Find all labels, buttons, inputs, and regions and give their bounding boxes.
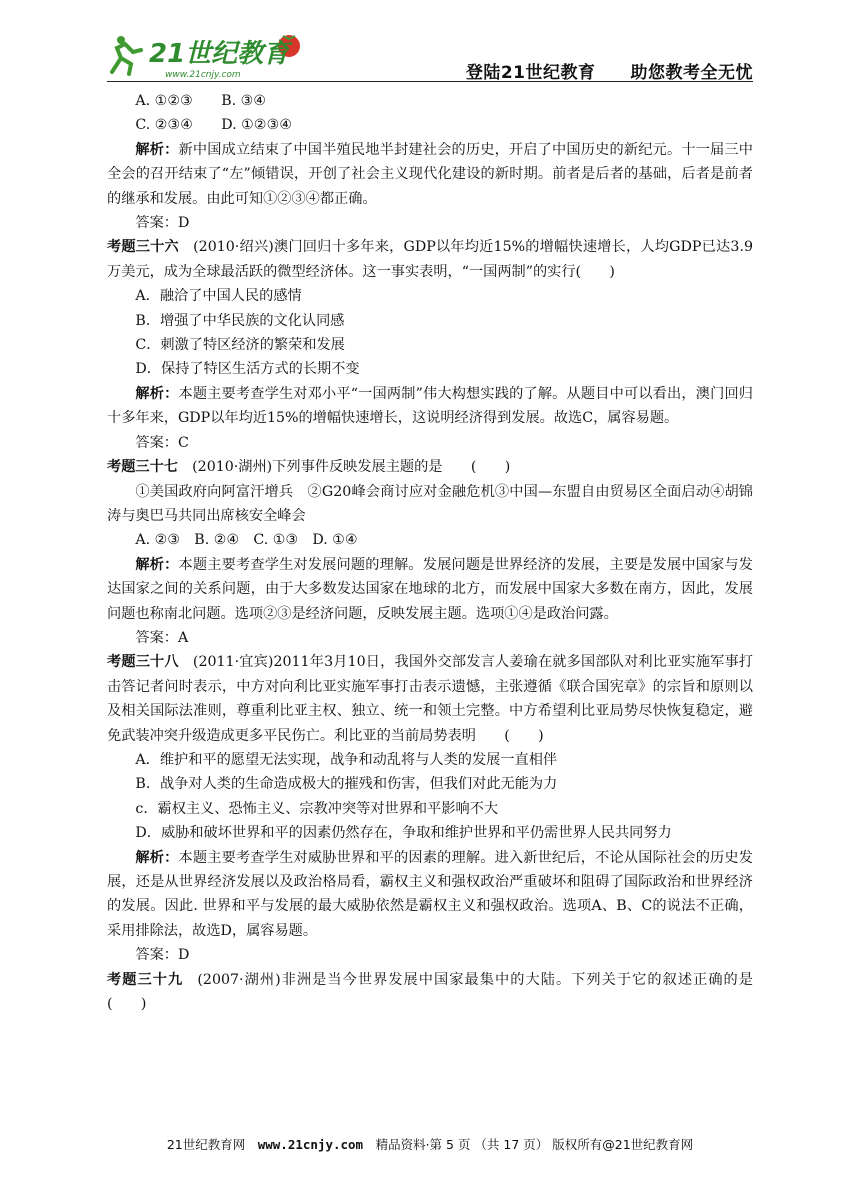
option-line: B．战争对人类的生命造成极大的摧残和伤害，但我们对此无能为力 (135, 776, 558, 793)
option-a: A. ①②③ (135, 93, 193, 109)
analysis-text: 本题主要考查学生对威胁世界和平的因素的理解。进入新世纪后，不论从国际社会的历史发展，还是从世界经济发展以及政治格局看，霸权主义和强权政治严重破坏和阻碍了国际政治和世界经济的发展。因此. 世界和平与发展的最大威胁依然是霸权主义和强权政治。选项A、B、C的说法不正确，采用排除法，故选D，属容易题。 (107, 849, 753, 939)
site-logo (107, 30, 307, 80)
header-slogan: 登陆21世纪教育 助您教考全无忧 (465, 63, 753, 83)
question-label: 考题三十九 (107, 971, 184, 988)
question-label: 考题三十七 (107, 459, 178, 476)
question-text: (2007·湖州)非洲是当今世界发展中国家最集中的大陆。下列关于它的叙述正确的是 ( ) (107, 971, 782, 1013)
page-header (107, 30, 753, 84)
option-line: D．威胁和破坏世界和平的因素仍然存在，争取和维护世界和平仍需世界人民共同努力 (135, 825, 672, 842)
question-stem (107, 968, 782, 1017)
answer-line: 答案：D (135, 947, 190, 964)
analysis-label: 解析： (135, 385, 179, 402)
question-label: 考题三十八 (107, 654, 179, 671)
analysis-text: 本题主要考查学生对发展问题的理解。发展问题是世界经济的发展，主要是发展中国家与发达国家之间的关系问题，由于大多数发达国家在地球的北方，而发展中国家大多数在南方，因此，发展问题也称南北问题。选项②③是经济问题，反映发展主题。选项①④是政治问露。 (107, 556, 753, 622)
option-line: A．维护和平的愿望无法实现，战争和动乱将与人类的发展一直相伴 (135, 751, 558, 768)
option-line: A．融洽了中国人民的感情 (135, 288, 302, 305)
answer-line: 答案：C (135, 434, 189, 451)
option-d: D. ①④ (312, 532, 358, 549)
footer-url-link[interactable]: www.21cnjy.com (257, 1137, 364, 1152)
question-text: (2011·宜宾)2011年3月10日，我国外交部发言人姜瑜在就多国部队对利比亚实施军事打击答记者问时表示，中方对向利比亚实施军事打击表示遗憾，主张遵循《联合国宪章》的宗旨和原则以及相关国际法准则，尊重利比亚主权、独立、统一和领土完整。中方希望利比亚局势尽快恢复稳定，避免武装冲突升级造成更多平民伤亡。利比亚的当前局势表明 ( ) (107, 654, 753, 744)
analysis-paragraph (107, 553, 753, 626)
option-line: c．霸权主义、恐怖主义、宗教冲突等对世界和平影响不大 (135, 800, 499, 817)
option-b: B. ②④ (194, 532, 240, 549)
footer-page-info: 精品资料·第 5 页 （共 17 页） 版权所有@21世纪教育网 (375, 1137, 694, 1152)
page-content (107, 89, 782, 1016)
option-line: C．刺激了特区经济的繁荣和发展 (135, 337, 345, 354)
footer-site: 21世纪教育网 (166, 1137, 246, 1152)
header-divider (107, 81, 753, 82)
analysis-text: 新中国成立结束了中国半殖民地半封建社会的历史，开启了中国历史的新纪元。十一届三中全会的召开结束了“左”倾错误，开创了社会主义现代化建设的新时期。前者是后者的基础，后者是前者的继承和发展。由此可知①②③④都正确。 (107, 141, 753, 207)
option-b: B. ③④ (221, 93, 267, 109)
event-list: ①美国政府向阿富汗增兵 ②G20峰会商讨应对金融危机③中国—东盟自由贸易区全面启动④胡锦涛与奥巴马共同出席核安全峰会 (107, 483, 753, 524)
logo-text: 21世纪教育 (149, 39, 290, 69)
option-a: A. ②③ (135, 532, 181, 549)
logo-url: www.21cnjy.com (165, 70, 241, 80)
question-stem (107, 650, 753, 748)
running-figure-icon (112, 36, 141, 74)
option-c: C. ②③④ (135, 117, 193, 134)
analysis-label: 解析： (135, 141, 179, 158)
analysis-paragraph (107, 846, 753, 944)
question-stem (107, 235, 753, 284)
option-d: D. ①②③④ (221, 117, 293, 134)
option-line: B．增强了中华民族的文化认同感 (135, 312, 345, 329)
question-label: 考题三十六 (107, 239, 179, 256)
analysis-paragraph (107, 138, 753, 211)
analysis-label: 解析： (135, 849, 179, 866)
answer-line: 答案：D (135, 215, 190, 232)
page-footer (107, 1135, 753, 1153)
analysis-paragraph (107, 382, 753, 431)
analysis-label: 解析： (135, 556, 179, 573)
answer-line: 答案：A (135, 629, 189, 646)
option-line: D．保持了特区生活方式的长期不变 (135, 361, 360, 378)
question-stem (107, 455, 753, 479)
question-text: (2010·绍兴)澳门回归十多年来，GDP以年均近15%的增幅快速增长，人均GDP已达3.9万美元，成为全球最活跃的微型经济体。这一事实表明，“一国两制”的实行( ) (107, 239, 753, 280)
analysis-text: 本题主要考查学生对邓小平“一国两制”伟大构想实践的了解。从题目中可以看出，澳门回归十多年来，GDP以年均近15%的增幅快速增长，这说明经济得到发展。故选C，属容易题。 (107, 385, 753, 427)
options-row (107, 89, 753, 113)
options-row (107, 113, 753, 137)
option-c: C. ①③ (253, 532, 299, 549)
options-row (107, 528, 753, 552)
question-text: (2010·湖州)下列事件反映发展主题的是 ( ) (192, 459, 511, 476)
